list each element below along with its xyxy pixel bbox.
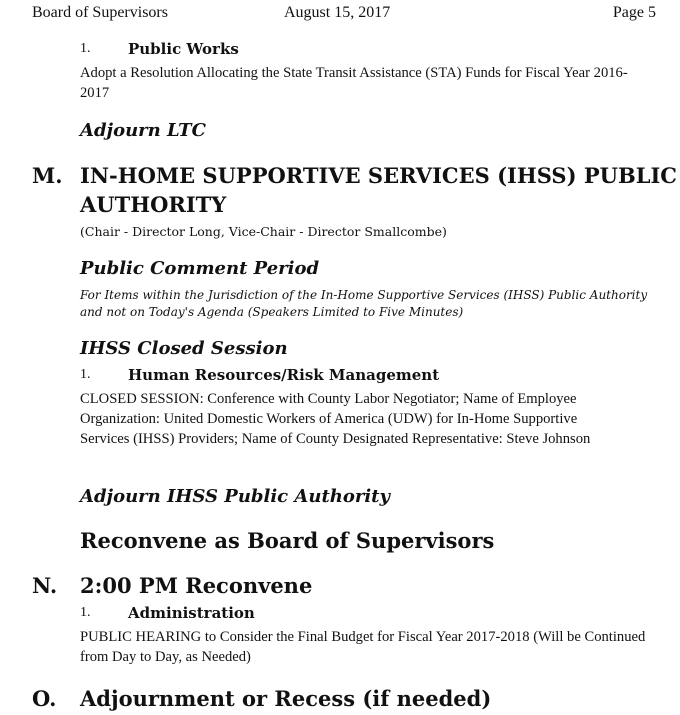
admin-item-title: Administration [128,604,255,622]
section-m-chair: (Chair - Director Long, Vice-Chair - Director Smallcombe) [80,224,447,239]
section-o-letter: O. [32,686,57,711]
section-m-title-line1: IN-HOME SUPPORTIVE SERVICES (IHSS) PUBLIC [80,163,677,188]
admin-item-number: 1. [80,605,91,620]
public-comment-text: For Items within the Jurisdiction of the In-Home Supportive Services (IHSS) Public Authority and not on Today's Agenda (Speakers Limited to Five Minutes) [80,288,648,319]
section-m-letter: M. [32,163,63,188]
admin-item-text: PUBLIC HEARING to Consider the Final Budget for Fiscal Year 2017-2018 (Will be Continued from Day to Day, as Needed) [80,629,646,665]
section-m-title-line2: AUTHORITY [80,192,227,217]
ltc-item-text: Adopt a Resolution Allocating the State Transit Assistance (STA) Funds for Fiscal Year 2016-2017 [80,65,628,101]
ihss-item-text: CLOSED SESSION: Conference with County Labor Negotiator; Name of Employee Organization: United Domestic Workers of America (UDW) for In-Home Supportive Services (IHSS) Providers; Name of County Designated Representative: Steve Johnson [80,391,591,447]
ihss-closed-session-heading: IHSS Closed Session [80,338,288,359]
section-n-title: 2:00 PM Reconvene [80,573,313,598]
ltc-item-number: 1. [80,41,91,56]
header-board-name: Board of Supervisors [32,4,168,21]
adjourn-ihss-heading: Adjourn IHSS Public Authority [80,486,390,507]
reconvene-board-heading: Reconvene as Board of Supervisors [80,528,495,553]
header-date: August 15, 2017 [284,4,391,21]
section-n-letter: N. [32,573,58,598]
ltc-item-title: Public Works [128,40,239,58]
public-comment-heading: Public Comment Period [80,258,320,279]
header-page-number: Page 5 [612,4,656,21]
section-o-title: Adjournment or Recess (if needed) [80,686,492,711]
ihss-item-number: 1. [80,367,91,382]
ihss-item-title: Human Resources/Risk Management [128,366,440,384]
adjourn-ltc-heading: Adjourn LTC [80,120,206,141]
